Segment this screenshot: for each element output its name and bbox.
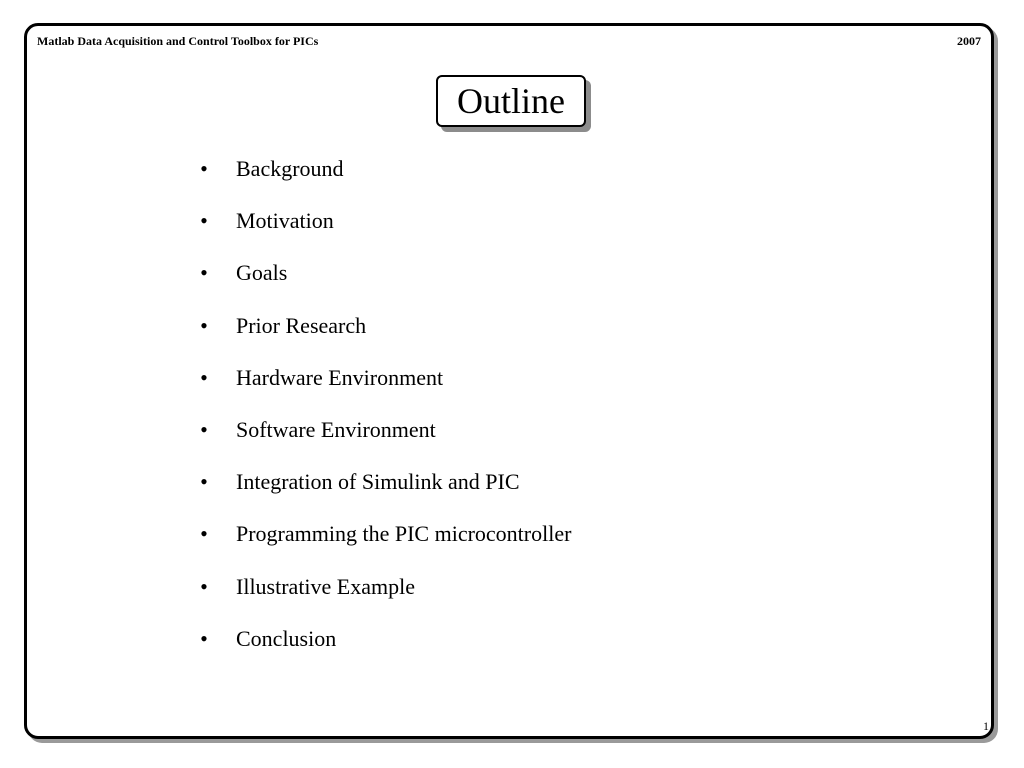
- bullet-point-icon: •: [200, 364, 208, 390]
- slide-title-container: [436, 75, 588, 129]
- outline-item-label: Background: [236, 156, 344, 181]
- bullet-point-icon: •: [200, 260, 208, 286]
- outline-item-label: Conclusion: [236, 625, 337, 651]
- slide-frame: [24, 23, 994, 739]
- bullet-point-icon: •: [200, 312, 208, 338]
- outline-item-label: Motivation: [236, 208, 334, 234]
- bullet-point-icon: •: [200, 416, 208, 442]
- slide-title: Outline: [436, 75, 586, 127]
- bullet-point-icon: •: [200, 521, 208, 547]
- bullet-point-icon: •: [200, 625, 208, 651]
- outline-item-label: Programming the PIC microcontroller: [236, 521, 572, 547]
- outline-item-label: Goals: [236, 260, 288, 286]
- bullet-point-icon: •: [200, 208, 208, 234]
- outline-item-label: Software Environment: [236, 416, 436, 442]
- bullet-point-icon: •: [200, 156, 208, 181]
- header-title: Matlab Data Acquisition and Control Toolbox for PICs: [37, 34, 319, 48]
- bullet-point-icon: •: [200, 573, 208, 599]
- bullet-point-icon: •: [200, 469, 208, 495]
- header-year: 2007: [957, 34, 981, 48]
- outline-item-label: Hardware Environment: [236, 364, 444, 390]
- page-number: 1: [983, 719, 989, 733]
- outline-item-label: Prior Research: [236, 312, 367, 338]
- outline-item-label: Integration of Simulink and PIC: [236, 469, 520, 495]
- outline-item-label: Illustrative Example: [236, 573, 415, 599]
